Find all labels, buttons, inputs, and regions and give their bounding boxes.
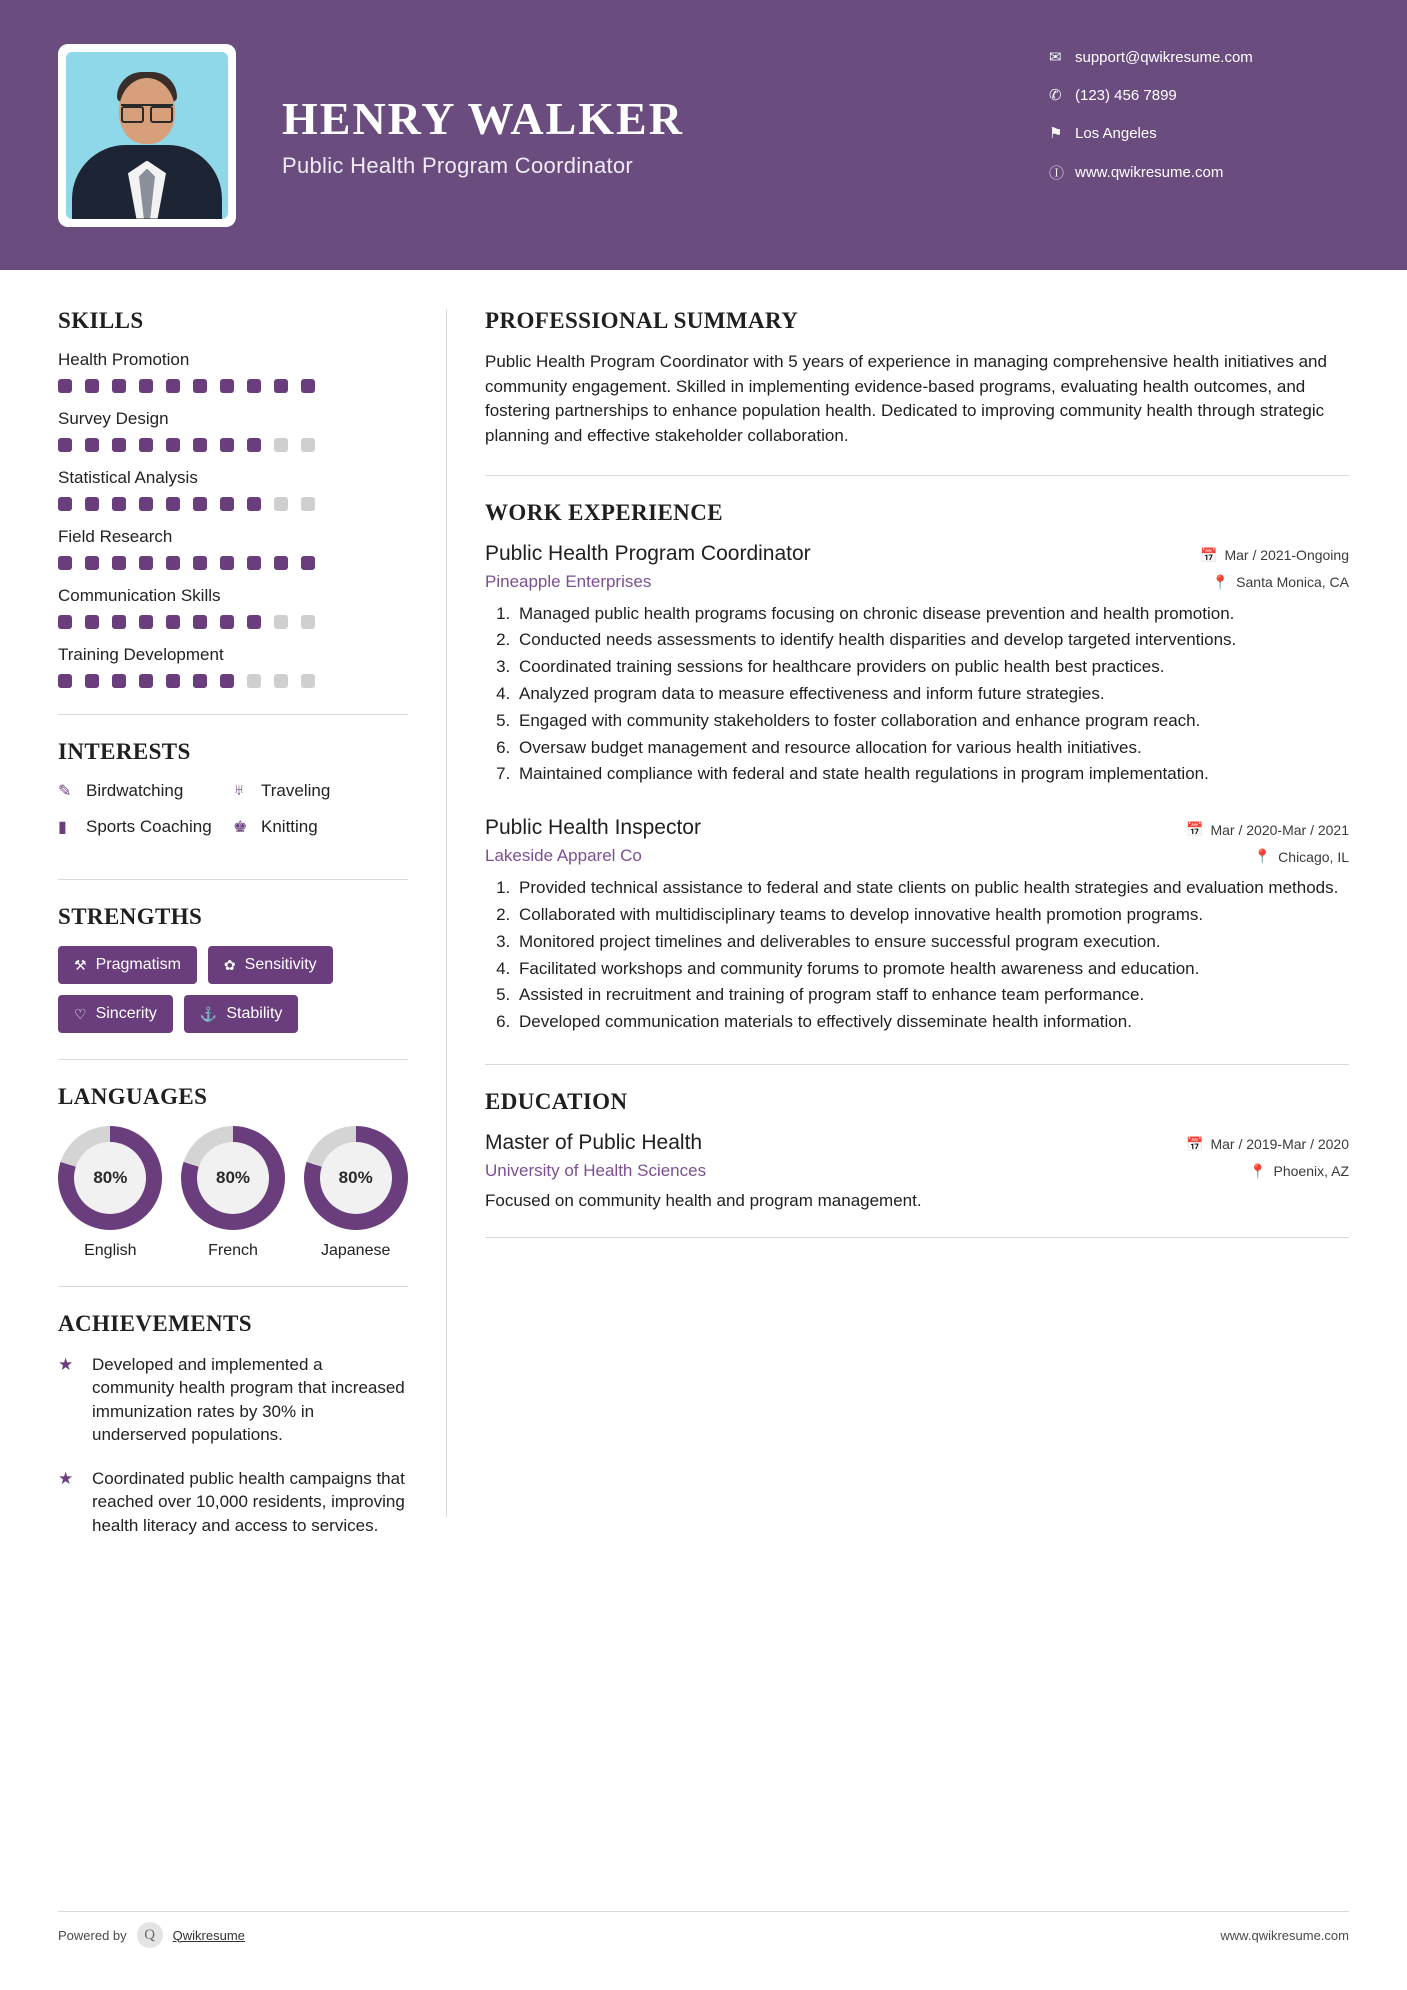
- skill-dot: [112, 438, 126, 452]
- skill-dot: [301, 379, 315, 393]
- skill-dot: [274, 615, 288, 629]
- contact-email[interactable]: [1049, 48, 1349, 66]
- experience-heading: WORK EXPERIENCE: [485, 499, 723, 525]
- powered-by: [58, 1922, 245, 1948]
- experience-item: [485, 816, 1349, 1034]
- strength-chip: [58, 995, 173, 1033]
- divider: [485, 1237, 1349, 1238]
- skill-dot: [139, 615, 153, 629]
- job-company: Lakeside Apparel Co: [485, 846, 642, 866]
- resume-header: [0, 0, 1407, 270]
- skill-dot: [85, 379, 99, 393]
- phone-icon: ✆: [1049, 87, 1062, 104]
- language-label: Japanese: [320, 1242, 391, 1259]
- divider: [58, 714, 408, 715]
- envelope-icon: ✉: [1049, 49, 1062, 66]
- skill-item: [58, 409, 408, 452]
- contact-location-value: Los Angeles: [1075, 124, 1157, 142]
- contact-location: [1049, 124, 1349, 142]
- skill-dot: [193, 438, 207, 452]
- language-item: [303, 1126, 408, 1260]
- skill-rating: [58, 615, 408, 629]
- achievements-heading: ACHIEVEMENTS: [58, 1311, 252, 1336]
- languages-heading: LANGUAGES: [58, 1084, 208, 1109]
- contact-website-value: www.qwikresume.com: [1075, 164, 1224, 181]
- strength-label: Sincerity: [95, 1005, 157, 1022]
- avatar: [58, 44, 236, 227]
- skill-dot: [58, 674, 72, 688]
- qwikresume-logo-icon: Q: [137, 1922, 163, 1948]
- footer-divider: [58, 1911, 1349, 1912]
- location-pin-icon: 📍: [1249, 1162, 1267, 1179]
- language-label: French: [208, 1242, 258, 1259]
- strengths-list: [58, 946, 408, 1033]
- skill-dot: [58, 556, 72, 570]
- candidate-role: Public Health Program Coordinator: [282, 152, 634, 178]
- skill-label: Communication Skills: [58, 586, 221, 605]
- achievement-text: Developed and implemented a community health program that increased immunization rates by 30% in underserved populations.: [92, 1355, 405, 1445]
- skill-dot: [112, 556, 126, 570]
- skill-item: [58, 645, 408, 688]
- profile-photo: [66, 52, 228, 219]
- skill-rating: [58, 674, 408, 688]
- strength-label: Sensitivity: [244, 956, 317, 973]
- star-badge-icon: ★: [58, 1355, 74, 1374]
- skill-dot: [247, 497, 261, 511]
- job-bullet: 7. Maintained compliance with federal and state health regulations in program implementation.: [515, 762, 1349, 786]
- skill-dot: [220, 497, 234, 511]
- language-progress-ring: [58, 1126, 162, 1230]
- briefcase-icon: ▮: [58, 819, 67, 836]
- skill-dot: [301, 438, 315, 452]
- skill-dot: [112, 674, 126, 688]
- education-degree: Master of Public Health: [485, 1130, 703, 1154]
- education-date: [1186, 1136, 1349, 1153]
- interest-item: [233, 781, 408, 801]
- education-location: [1249, 1163, 1349, 1180]
- divider: [58, 1059, 408, 1060]
- job-bullet: 4. Facilitated workshops and community forums to promote health awareness and education.: [515, 957, 1349, 981]
- skill-dot: [166, 674, 180, 688]
- calendar-icon: 📅: [1186, 821, 1204, 838]
- divider: [58, 1286, 408, 1287]
- interest-label: Knitting: [261, 817, 318, 836]
- footer-website: www.qwikresume.com: [1220, 1927, 1349, 1943]
- anchor-icon: ⚓: [199, 1005, 218, 1022]
- job-location: [1254, 848, 1349, 865]
- resume-body: [0, 270, 1407, 1557]
- interest-item: [233, 817, 408, 837]
- contact-list: [1049, 48, 1349, 203]
- skill-dot: [166, 615, 180, 629]
- job-bullet: 4. Analyzed program data to measure effectiveness and inform future strategies.: [515, 682, 1349, 706]
- name-block: [282, 92, 684, 179]
- sidebar: [0, 270, 446, 1557]
- location-pin-icon: ⚑: [1049, 125, 1063, 142]
- skill-dot: [112, 615, 126, 629]
- job-bullet: 2. Collaborated with multidisciplinary teams to develop innovative health promotion programs.: [515, 903, 1349, 927]
- globe-icon: Ⓘ: [1049, 165, 1065, 182]
- strength-label: Pragmatism: [95, 956, 181, 973]
- strength-chip: [58, 946, 197, 984]
- language-progress-ring: [181, 1126, 285, 1230]
- language-percent: 80%: [74, 1142, 146, 1214]
- bird-icon: ✎: [58, 783, 72, 800]
- skill-rating: [58, 379, 408, 393]
- skill-dot: [301, 497, 315, 511]
- job-bullet: 6. Developed communication materials to effectively disseminate health information.: [515, 1010, 1349, 1034]
- education-description: Focused on community health and program management.: [485, 1190, 922, 1210]
- skill-dot: [112, 497, 126, 511]
- location-pin-icon: 📍: [1211, 573, 1230, 590]
- skill-item: [58, 527, 408, 570]
- skill-dot: [301, 615, 315, 629]
- skill-dot: [139, 497, 153, 511]
- calendar-icon: 📅: [1186, 1135, 1204, 1152]
- achievement-item: [58, 1467, 408, 1537]
- contact-email-value: support@qwikresume.com: [1075, 48, 1253, 66]
- binoculars-icon: ♅: [233, 782, 245, 799]
- language-item: [181, 1126, 286, 1260]
- achievements-list: [58, 1353, 408, 1537]
- skill-dot: [193, 674, 207, 688]
- star-badge-icon: ★: [58, 1468, 74, 1488]
- language-item: [58, 1126, 163, 1260]
- skill-dot: [274, 674, 288, 688]
- skill-dot: [193, 556, 207, 570]
- skill-dot: [85, 674, 99, 688]
- skill-item: [58, 586, 408, 629]
- languages-list: [58, 1126, 408, 1260]
- trophy-icon: ♚: [233, 819, 248, 836]
- contact-website[interactable]: [1049, 162, 1349, 183]
- job-bullets: [515, 602, 1349, 787]
- language-progress-ring: [304, 1126, 408, 1230]
- skill-dot: [274, 556, 288, 570]
- interest-label: Sports Coaching: [86, 817, 212, 836]
- language-percent: 80%: [320, 1142, 392, 1214]
- heart-outline-icon: ♡: [74, 1005, 87, 1022]
- job-bullet: 3. Coordinated training sessions for healthcare providers on public health best practices.: [515, 655, 1349, 679]
- skill-dot: [112, 379, 126, 393]
- skill-dot: [274, 438, 288, 452]
- location-pin-icon: 📍: [1253, 848, 1272, 865]
- skill-dot: [220, 556, 234, 570]
- skill-dot: [139, 438, 153, 452]
- skill-dot: [274, 497, 288, 511]
- job-bullet: 1. Managed public health programs focusing on chronic disease prevention and health promotion.: [515, 602, 1349, 626]
- skill-dot: [274, 379, 288, 393]
- job-bullets: [515, 876, 1349, 1034]
- interest-item: [58, 817, 233, 837]
- job-date: [1186, 821, 1349, 838]
- job-location: [1212, 574, 1349, 591]
- job-bullet: 5. Assisted in recruitment and training of program staff to enhance team performance.: [515, 983, 1349, 1007]
- strength-label: Stability: [226, 1005, 283, 1022]
- hammer-icon: ⚒: [74, 956, 87, 973]
- candidate-name: HENRY WALKER: [282, 92, 684, 144]
- skill-dot: [139, 674, 153, 688]
- experience-item: [485, 542, 1349, 787]
- skill-dot: [58, 438, 72, 452]
- skill-dot: [58, 497, 72, 511]
- contact-phone[interactable]: [1049, 86, 1349, 104]
- interest-label: Birdwatching: [86, 781, 184, 800]
- job-bullet: 3. Monitored project timelines and deliverables to ensure successful program execution.: [515, 930, 1349, 954]
- strength-chip: [208, 946, 333, 984]
- job-company: Pineapple Enterprises: [485, 571, 652, 591]
- skill-dot: [193, 379, 207, 393]
- skill-dot: [247, 379, 261, 393]
- footer: [58, 1922, 1349, 1948]
- language-percent: 80%: [197, 1142, 269, 1214]
- skill-label: Field Research: [58, 527, 173, 546]
- job-date-value: Mar / 2021-Ongoing: [1224, 547, 1349, 564]
- contact-phone-value: (123) 456 7899: [1075, 86, 1177, 104]
- summary-heading: PROFESSIONAL SUMMARY: [485, 308, 799, 333]
- education-entry: [485, 1131, 1349, 1211]
- job-date: [1200, 547, 1349, 564]
- education-school: University of Health Sciences: [485, 1160, 707, 1180]
- divider: [485, 475, 1349, 476]
- skill-dot: [85, 615, 99, 629]
- job-bullet: 2. Conducted needs assessments to identify health disparities and develop targeted interventions.: [515, 628, 1349, 652]
- skill-label: Health Promotion: [58, 350, 190, 369]
- education-location-value: Phoenix, AZ: [1273, 1163, 1349, 1180]
- job-bullet: 5. Engaged with community stakeholders to foster collaboration and enhance program reach.: [515, 709, 1349, 733]
- summary-text: Public Health Program Coordinator with 5 years of experience in managing comprehensive health initiatives and community engagement. Skilled in implementing evidence-based programs, evaluating health outcomes, and fostering partnerships to enhance population health. Dedicated to improving community health through strategic planning and effective stakeholder collaboration.: [485, 352, 1327, 445]
- skill-dot: [58, 615, 72, 629]
- skills-list: [58, 350, 408, 688]
- skill-dot: [220, 674, 234, 688]
- job-location-value: Chicago, IL: [1278, 848, 1349, 865]
- skill-rating: [58, 438, 408, 452]
- interest-label: Traveling: [261, 781, 331, 800]
- calendar-icon: 📅: [1200, 546, 1218, 563]
- interests-heading: INTERESTS: [58, 739, 191, 764]
- divider: [485, 1064, 1349, 1065]
- skill-dot: [247, 556, 261, 570]
- job-title: Public Health Program Coordinator: [485, 541, 811, 565]
- skill-dot: [85, 556, 99, 570]
- interest-item: [58, 781, 233, 801]
- skill-dot: [58, 379, 72, 393]
- skill-dot: [301, 556, 315, 570]
- skill-dot: [247, 438, 261, 452]
- achievement-text: Coordinated public health campaigns that reached over 10,000 residents, improving health literacy and access to services.: [92, 1468, 405, 1535]
- language-label: English: [84, 1242, 137, 1259]
- skill-dot: [301, 674, 315, 688]
- skill-item: [58, 468, 408, 511]
- job-bullet: 6. Oversaw budget management and resource allocation for various health initiatives.: [515, 736, 1349, 760]
- skill-dot: [193, 497, 207, 511]
- strengths-heading: STRENGTHS: [58, 904, 203, 929]
- skill-dot: [139, 379, 153, 393]
- job-title: Public Health Inspector: [485, 816, 701, 840]
- experience-list: [485, 542, 1349, 1034]
- skill-item: [58, 350, 408, 393]
- education-heading: EDUCATION: [485, 1088, 628, 1114]
- skill-dot: [85, 438, 99, 452]
- skill-dot: [85, 497, 99, 511]
- skill-rating: [58, 497, 408, 511]
- job-date-value: Mar / 2020-Mar / 2021: [1210, 821, 1349, 838]
- interests-list: [58, 781, 408, 853]
- skill-label: Statistical Analysis: [58, 468, 198, 487]
- job-location-value: Santa Monica, CA: [1236, 574, 1349, 591]
- leaf-icon: ✿: [223, 956, 236, 973]
- skill-dot: [166, 438, 180, 452]
- skill-dot: [220, 379, 234, 393]
- skill-dot: [193, 615, 207, 629]
- skill-label: Training Development: [58, 645, 224, 664]
- skill-dot: [220, 615, 234, 629]
- skill-dot: [220, 438, 234, 452]
- powered-by-label: Powered by: [58, 1927, 127, 1943]
- skill-dot: [247, 615, 261, 629]
- skill-dot: [247, 674, 261, 688]
- skill-label: Survey Design: [58, 409, 169, 428]
- skill-rating: [58, 556, 408, 570]
- skill-dot: [139, 556, 153, 570]
- qwikresume-link[interactable]: Qwikresume: [172, 1927, 245, 1943]
- achievement-item: [58, 1353, 408, 1447]
- main-column: [447, 270, 1407, 1557]
- skills-heading: SKILLS: [58, 308, 144, 333]
- strength-chip: [184, 995, 298, 1033]
- divider: [58, 879, 408, 880]
- skill-dot: [166, 556, 180, 570]
- skill-dot: [166, 497, 180, 511]
- education-date-value: Mar / 2019-Mar / 2020: [1210, 1136, 1349, 1153]
- job-bullet: 1. Provided technical assistance to federal and state clients on public health strategies and evaluation methods.: [515, 876, 1349, 900]
- skill-dot: [166, 379, 180, 393]
